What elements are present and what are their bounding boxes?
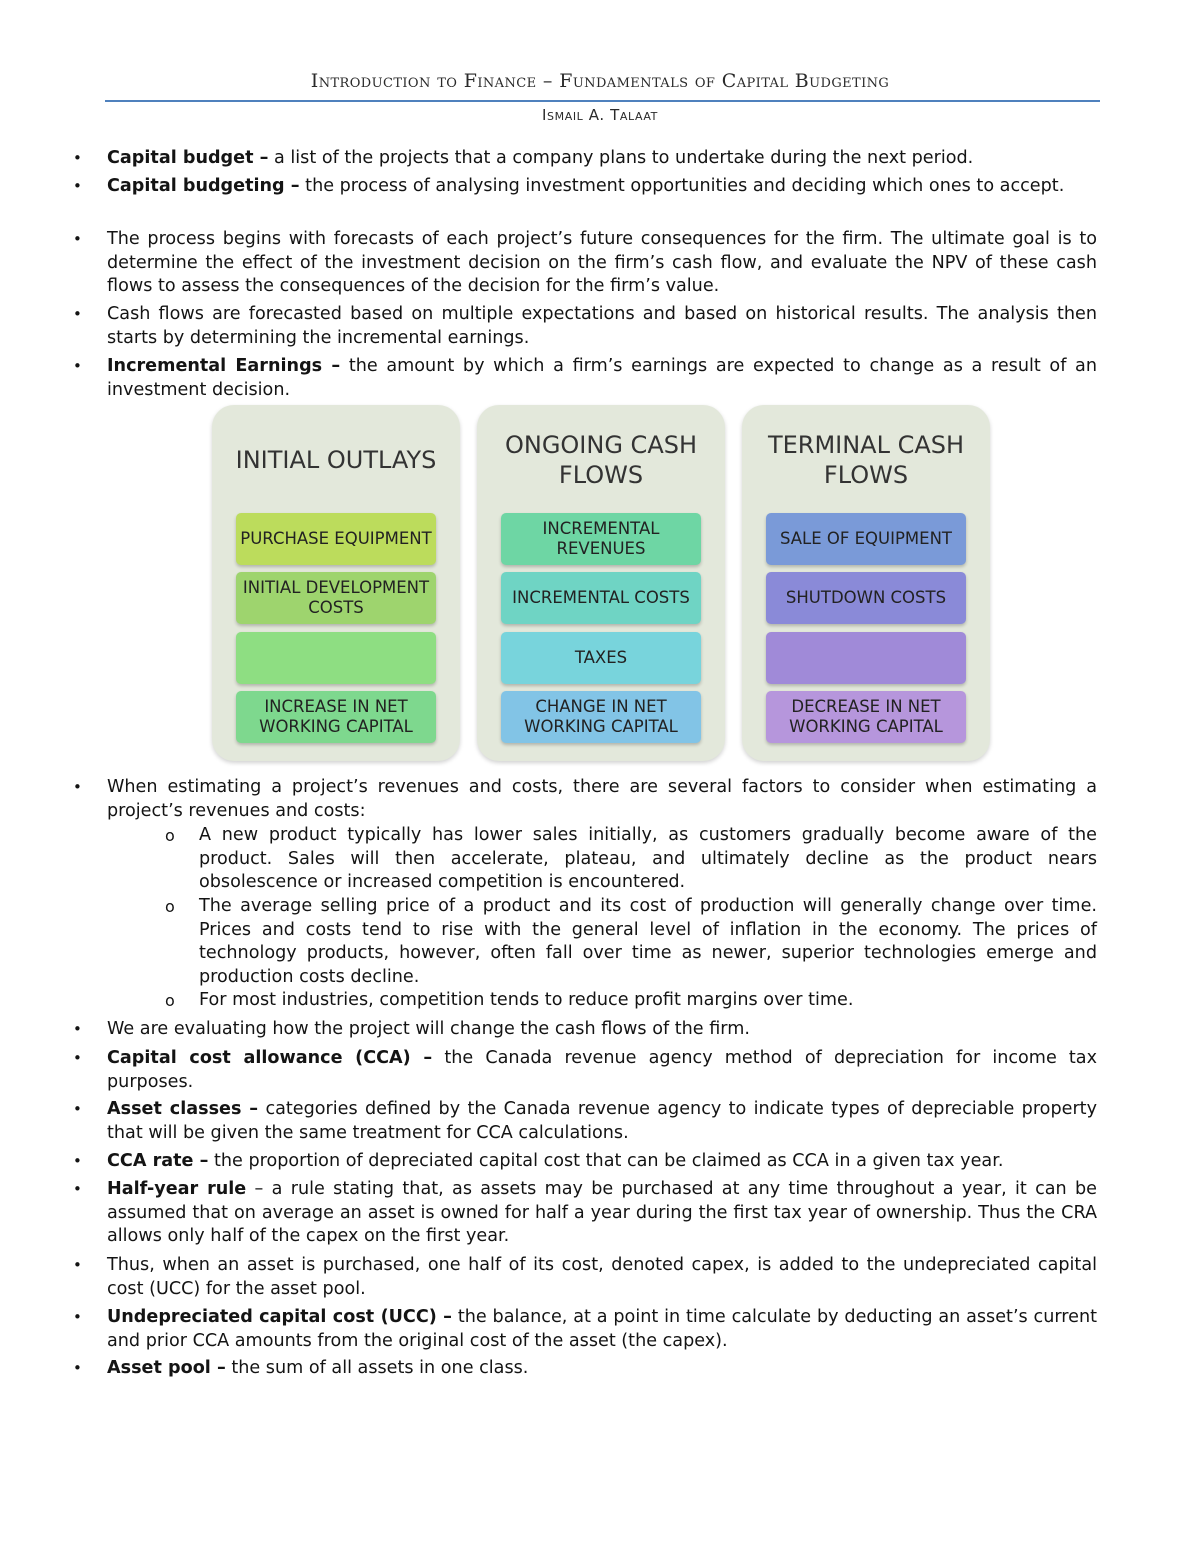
item-text: the proportion of depreciated capital cost that can be claimed as CCA in a given tax year. (213, 1151, 1004, 1171)
bullet-marker: • (73, 230, 82, 248)
diagram-box: CHANGE IN NET WORKING CAPITAL (501, 691, 701, 743)
item-text: the amount by which a firm’s earnings are expected to change as a result of an investment decision. (107, 356, 1097, 400)
item-term: Capital cost allowance (CCA) – (107, 1048, 433, 1068)
sub-bullet-marker: o (165, 991, 175, 1010)
list-item (107, 1306, 1097, 1353)
diagram-box: INCREASE IN NET WORKING CAPITAL (236, 691, 436, 743)
header-rule (105, 100, 1100, 102)
bullet-marker: • (73, 177, 82, 195)
sub-list-item: A new product typically has lower sales initially, as customers gradually become aware of the product. Sales will then accelerate, plateau, and ultimately decline as the product nears obsolescence or increased competition is encountered. (199, 825, 1097, 893)
list-item (107, 175, 1097, 199)
column-title: INITIAL OUTLAYS (235, 446, 437, 474)
diagram-box: SALE OF EQUIPMENT (766, 513, 966, 565)
bullet-marker: • (73, 1100, 82, 1118)
bullet-marker: • (73, 357, 82, 375)
item-text: the sum of all assets in one class. (231, 1358, 529, 1378)
list-item (107, 355, 1097, 402)
diagram-box: PURCHASE EQUIPMENT (236, 513, 436, 565)
diagram-box: TAXES (501, 632, 701, 684)
document-author: Ismail A. Talaat (542, 106, 658, 124)
item-text: When estimating a project’s revenues and costs, there are several factors to consider when estimating a project’s revenues and costs: (107, 777, 1097, 821)
bullet-marker: • (73, 149, 82, 167)
item-term: Incremental Earnings – (107, 356, 341, 376)
bullet-marker: • (73, 1359, 82, 1377)
list-item (107, 1150, 1097, 1174)
list-item (107, 1018, 1097, 1042)
bullet-marker: • (73, 1049, 82, 1067)
sub-bullet-marker: o (165, 826, 175, 845)
bullet-marker: • (73, 1308, 82, 1326)
document-title: Introduction to Finance – Fundamentals of Capital Budgeting (310, 70, 890, 92)
list-item (107, 1357, 1097, 1381)
list-item (107, 776, 1097, 823)
diagram-box: INCREMENTAL REVENUES (501, 513, 701, 565)
item-term: Asset classes – (107, 1099, 259, 1119)
list-item (107, 1254, 1097, 1301)
bullet-marker: • (73, 778, 82, 796)
diagram-box: INCREMENTAL COSTS (501, 572, 701, 624)
item-text: the process of analysing investment opportunities and deciding which ones to accept. (305, 176, 1065, 196)
item-text: the balance, at a point in time calculate by deducting an asset’s current and prior CCA amounts from the original cost of the asset (the capex). (107, 1307, 1098, 1351)
item-term: Capital budgeting – (107, 176, 300, 196)
bullet-marker: • (73, 1256, 82, 1274)
list-item (107, 1098, 1097, 1145)
diagram-column-initial-outlays (212, 405, 460, 761)
item-term: CCA rate – (107, 1151, 209, 1171)
sub-list-item: For most industries, competition tends to reduce profit margins over time. (199, 990, 854, 1010)
list-item (107, 1047, 1097, 1094)
item-text: the Canada revenue agency method of depreciation for income tax purposes. (107, 1048, 1098, 1092)
list-item (107, 147, 1097, 171)
item-term: Capital budget – (107, 148, 269, 168)
list-item (107, 228, 1097, 299)
diagram-box (766, 632, 966, 684)
list-item (107, 1178, 1097, 1249)
bullet-marker: • (73, 1152, 82, 1170)
column-title: ONGOING CASH FLOWS (504, 431, 698, 489)
diagram-column-terminal-cash-flows (742, 405, 990, 761)
bullet-marker: • (73, 1180, 82, 1198)
item-text: Thus, when an asset is purchased, one half of its cost, denoted capex, is added to the undepreciated capital cost (UCC) for the asset pool. (107, 1255, 1097, 1299)
sub-bullet-marker: o (165, 897, 175, 916)
list-item (107, 303, 1097, 350)
column-title: TERMINAL CASH FLOWS (767, 431, 965, 489)
item-text: categories defined by the Canada revenue agency to indicate types of depreciable property that will be given the same treatment for CCA calculations. (107, 1099, 1097, 1143)
bullet-marker: • (73, 1020, 82, 1038)
item-term: Half-year rule (107, 1179, 247, 1199)
sub-list-item: The average selling price of a product and its cost of production will generally change over time. Prices and costs tend to rise with the general level of inflation in the economy. The prices of technology products, however, often fall over time as newer, superior technologies emerge and production costs decline. (199, 896, 1097, 987)
bullet-marker: • (73, 305, 82, 323)
diagram-box (236, 632, 436, 684)
item-term: Undepreciated capital cost (UCC) – (107, 1307, 452, 1327)
item-text: Cash flows are forecasted based on multiple expectations and based on historical results. The analysis then starts by determining the incremental earnings. (107, 304, 1097, 348)
item-text: – a rule stating that, as assets may be purchased at any time throughout a year, it can be assumed that on average an asset is owned for half a year during the first tax year of ownership. Thus the CRA allows only half of the capex on the first year. (107, 1179, 1097, 1247)
diagram-column-ongoing-cash-flows (477, 405, 725, 761)
item-text: a list of the projects that a company plans to undertake during the next period. (274, 148, 974, 168)
item-text: The process begins with forecasts of each project’s future consequences for the firm. The ultimate goal is to determine the effect of the investment decision on the firm’s cash flow, and evaluate the NPV of these cash flows to assess the consequences of the decision for the firm’s value. (107, 229, 1097, 297)
item-text: We are evaluating how the project will change the cash flows of the firm. (107, 1019, 750, 1039)
diagram-box: DECREASE IN NET WORKING CAPITAL (766, 691, 966, 743)
diagram-box: SHUTDOWN COSTS (766, 572, 966, 624)
item-term: Asset pool – (107, 1358, 226, 1378)
diagram-box: INITIAL DEVELOPMENT COSTS (236, 572, 436, 624)
